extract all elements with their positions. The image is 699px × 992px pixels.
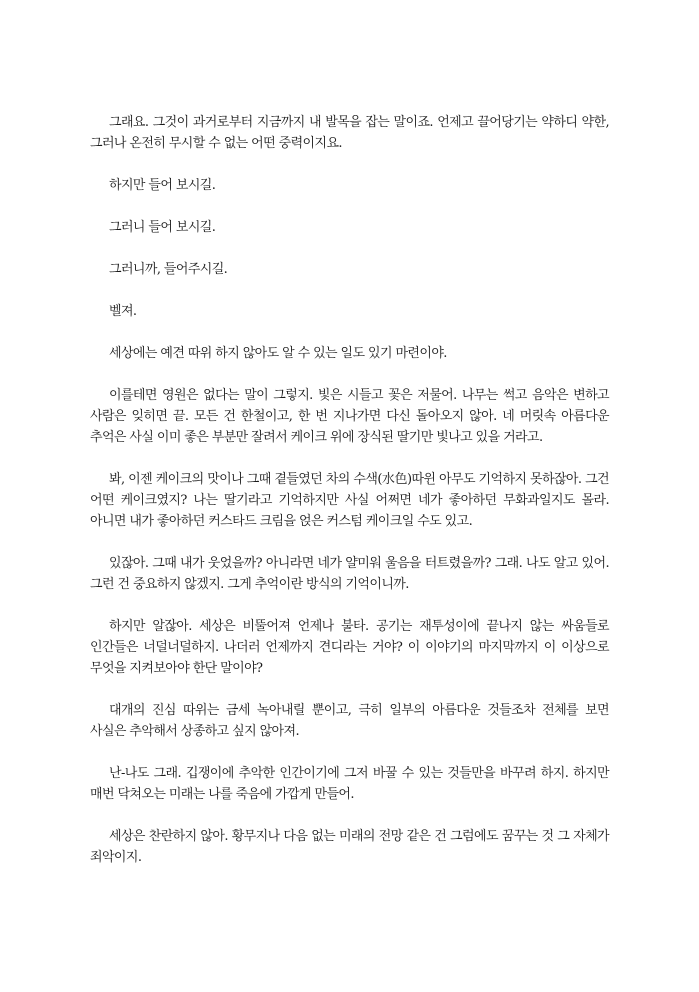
paragraph-2: 하지만 들어 보시길. (109, 178, 216, 193)
paragraph-6: 세상에는 예견 따위 하지 않아도 알 수 있는 일도 있기 마련이야. (109, 346, 447, 361)
document-body (90, 112, 609, 889)
paragraph-10: 하지만 알잖아. 세상은 비뚤어져 언제나 불타. 공기는 재투성이에 끝나지 않는 싸움들로 인간들은 너덜너덜하지. 나더러 언제까지 견디라는 거야? 이 이야기의 마지막까지 이 이상으로 무엇을 지켜보아야 한단 말이야? (90, 619, 609, 676)
paragraph-9: 있잖아. 그때 내가 웃었을까? 아니라면 네가 얄미워 울음을 터트렸을까? 그래. 나도 알고 있어. 그런 건 중요하지 않겠지. 그게 추억이란 방식의 기억이니까. (90, 556, 609, 592)
paragraph-13: 세상은 찬란하지 않아. 황무지나 다음 없는 미래의 전망 같은 건 그럼에도 꿈꾸는 것 그 자체가 죄악이지. (90, 829, 609, 865)
paragraph-8: 봐, 이젠 케이크의 맛이나 그때 곁들였던 차의 수색(水色)따윈 아무도 기억하지 못하잖아. 그건 어떤 케이크였지? 나는 딸기라고 기억하지만 사실 어쩌면 네가 좋아하던 무화과일지도 몰라. 아니면 내가 좋아하던 커스타드 크림을 얹은 커스텀 케이크일 수도 있고. (90, 472, 609, 529)
paragraph-3: 그러니 들어 보시길. (109, 220, 216, 235)
paragraph-5: 벨져. (109, 304, 137, 319)
paragraph-11: 대개의 진심 따위는 금세 녹아내릴 뿐이고, 극히 일부의 아름다운 것들조차 전체를 보면 사실은 추악해서 상종하고 싶지 않아져. (90, 703, 609, 739)
paragraph-4: 그러니까, 들어주시길. (109, 262, 228, 277)
paragraph-1: 그래요. 그것이 과거로부터 지금까지 내 발목을 잡는 말이죠. 언제고 끌어당기는 약하디 약한, 그러나 온전히 무시할 수 없는 어떤 중력이지요. (90, 115, 609, 151)
paragraph-7: 이를테면 영원은 없다는 말이 그렇지. 빛은 시들고 꽃은 저물어. 나무는 썩고 음악은 변하고 사람은 잊히면 끝. 모든 건 한철이고, 한 번 지나가면 다신 돌아오지 않아. 네 머릿속 아름다운 추억은 사실 이미 좋은 부분만 잘려서 케이크 위에 장식된 딸기만 빛나고 있을 거라고. (90, 388, 609, 445)
paragraph-12: 난-나도 그래. 깁쟁이에 추악한 인간이기에 그저 바꿀 수 있는 것들만을 바꾸려 하지. 하지만 매번 닥쳐오는 미래는 나를 죽음에 가깝게 만들어. (90, 766, 609, 802)
